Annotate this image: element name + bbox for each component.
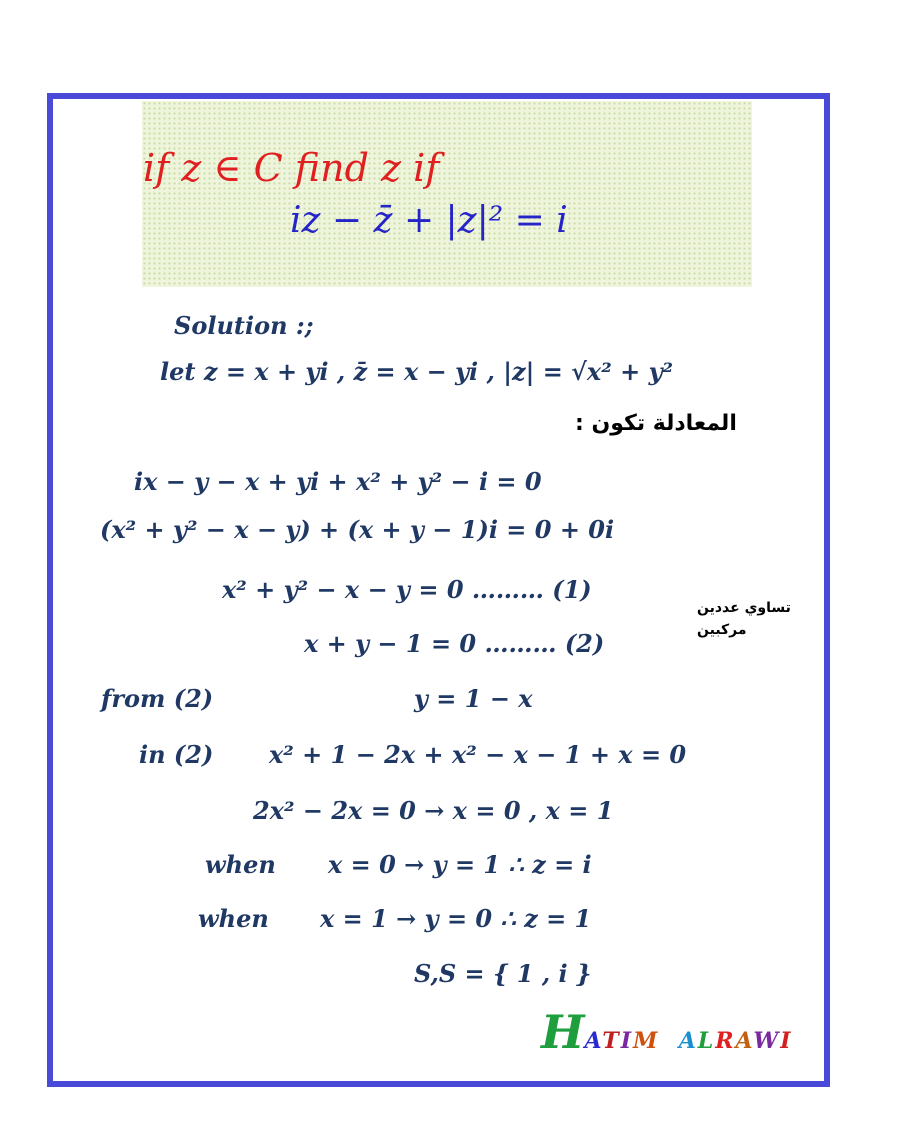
equation-2: x + y − 1 = 0 ……… (2) bbox=[304, 629, 605, 658]
quadratic-solution: 2x² − 2x = 0 → x = 0 , x = 1 bbox=[253, 796, 614, 825]
from-2-label: from (2) bbox=[101, 684, 214, 713]
signature-letter: W bbox=[753, 1028, 781, 1054]
signature-letter: A bbox=[735, 1028, 754, 1054]
when-label-2: when bbox=[198, 904, 269, 933]
question-line-1: if z ∈ C find z if bbox=[143, 146, 440, 190]
signature-letter: I bbox=[780, 1028, 793, 1054]
in-2-label: in (2) bbox=[139, 740, 214, 769]
signature-letter: T bbox=[602, 1028, 621, 1054]
author-signature bbox=[541, 1005, 793, 1059]
let-definition: let z = x + yi , z̄ = x − yi , |z| = √x² + y² bbox=[160, 357, 674, 386]
signature-initial: H bbox=[541, 1005, 585, 1059]
signature-letter: A bbox=[678, 1028, 698, 1054]
when-label-1: when bbox=[205, 850, 276, 879]
signature-letter: M bbox=[633, 1028, 660, 1054]
equation-grouped: (x² + y² − x − y) + (x + y − 1)i = 0 + 0i bbox=[100, 515, 615, 544]
case-x-1: x = 1 → y = 0 ∴ z = 1 bbox=[320, 904, 592, 933]
signature-letter: L bbox=[697, 1028, 716, 1054]
arabic-note: المعادلة تكون : bbox=[575, 411, 737, 436]
signature-letter: I bbox=[620, 1028, 634, 1054]
solution-set: S,S = { 1 , i } bbox=[414, 959, 592, 988]
from-2-equation: y = 1 − x bbox=[414, 684, 533, 713]
question-equation: iz − z̄ + |z|² = i bbox=[290, 200, 568, 241]
signature-letter: R bbox=[715, 1028, 736, 1054]
signature-letter: A bbox=[584, 1028, 603, 1054]
equation-1: x² + y² − x − y = 0 ……… (1) bbox=[222, 575, 592, 604]
signature-letter bbox=[659, 1028, 678, 1054]
case-x-0: x = 0 → y = 1 ∴ z = i bbox=[328, 850, 592, 879]
question-banner bbox=[142, 101, 752, 287]
signature-letters bbox=[584, 1028, 793, 1054]
solution-header: Solution :; bbox=[174, 311, 314, 340]
equation-expanded: ix − y − x + yi + x² + y² − i = 0 bbox=[134, 467, 542, 496]
substitution-equation: x² + 1 − 2x + x² − x − 1 + x = 0 bbox=[269, 740, 687, 769]
side-note-line-1: تساوي عددين bbox=[697, 600, 791, 616]
side-note-line-2: مركبين bbox=[697, 622, 747, 638]
